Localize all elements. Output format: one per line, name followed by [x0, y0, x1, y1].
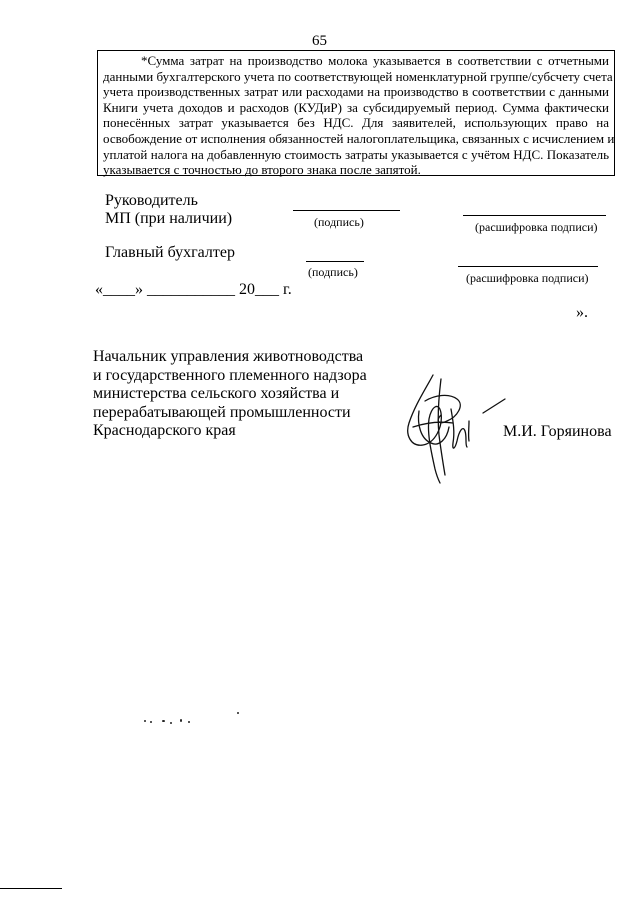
closing-quote: ». [576, 304, 588, 321]
handwritten-signature-icon [395, 365, 515, 485]
head-signature-caption: (подпись) [314, 215, 364, 229]
footnote-line: *Сумма затрат на производство молока указывается в соответствии с отчетными [141, 53, 609, 68]
head-transcript-line [463, 215, 606, 216]
footnote-box [97, 50, 615, 176]
footnote-line: освобождение от исполнения обязанностей налогоплательщика, связанных с исчислением и [103, 130, 615, 146]
accountant-transcript-line [458, 266, 598, 267]
date-line: «____» ___________ 20___ г. [95, 281, 292, 298]
footnote-line: Книги учета доходов и расходов (КУДиР) за субсидируемый период. Сумма фактически [103, 99, 609, 115]
footnote-line: указывается с точностью до второго знака после запятой. [103, 162, 421, 178]
footnote-line: уплатой налога на добавленную стоимость затраты указывается с учётом НДС. Показатель [103, 146, 609, 162]
official-title-line: перерабатывающей промышленности [93, 403, 351, 421]
footnote-line: понесённых затрат указывается без НДС. Для заявителей, использующих право на [103, 115, 609, 131]
accountant-transcript-caption: (расшифровка подписи) [466, 271, 589, 285]
head-label: Руководитель [105, 192, 198, 209]
footnote-line: данными бухгалтерского учета по соответствующей номенклатурной группе/субсчету счета [103, 68, 613, 84]
scan-specks [130, 710, 240, 728]
head-transcript-caption: (расшифровка подписи) [475, 220, 598, 234]
official-title-line: Начальник управления животноводства [93, 348, 364, 365]
official-title-line: Краснодарского края [93, 422, 236, 439]
accountant-signature-caption: (подпись) [308, 265, 358, 279]
page-number: 65 [312, 33, 327, 49]
accountant-signature-line [306, 261, 364, 262]
official-title-line: министерства сельского хозяйства и [93, 385, 340, 402]
official-name: М.И. Горяинова [503, 423, 612, 440]
footnote-line: учета производственных затрат или расходами на производство в соответствии с данными [103, 84, 609, 100]
stamp-label: МП (при наличии) [105, 210, 233, 227]
official-title [93, 348, 367, 441]
footer-rule [0, 888, 62, 889]
chief-accountant-label: Главный бухгалтер [105, 244, 235, 261]
head-signature-line [293, 210, 400, 211]
official-title-line: и государственного племенного надзора [93, 366, 367, 384]
